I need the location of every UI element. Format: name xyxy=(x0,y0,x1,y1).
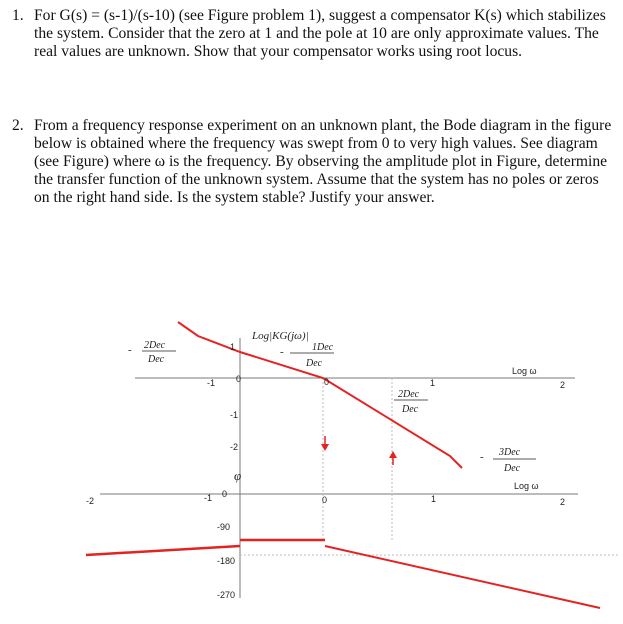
mag-x-tick-neg1: -1 xyxy=(207,378,216,388)
svg-text:Dec: Dec xyxy=(148,354,165,365)
phase-y-tick-neg90: -90 xyxy=(217,522,231,532)
svg-text:2Dec: 2Dec xyxy=(144,340,166,351)
arrow-down-icon xyxy=(321,436,329,451)
mag-y-tick-neg2: -2 xyxy=(230,442,239,452)
phase-segment-low xyxy=(86,546,240,555)
svg-text:-: - xyxy=(128,344,132,356)
mag-y-tick-1: 1 xyxy=(230,342,236,352)
magnitude-title: Log|KG(jω)| xyxy=(252,330,309,342)
svg-text:3Dec: 3Dec xyxy=(499,447,521,458)
phase-y-tick-0: 0 xyxy=(222,489,228,499)
mag-y-tick-0: 0 xyxy=(236,374,242,384)
svg-text:1Dec: 1Dec xyxy=(312,342,334,353)
svg-text:2Dec: 2Dec xyxy=(398,389,420,400)
phase-label: φ xyxy=(234,468,242,483)
slope-label-4 xyxy=(480,447,536,474)
slope-label-1 xyxy=(128,340,176,365)
phase-x-tick-neg2: -2 xyxy=(86,496,95,506)
mag-x-tick-1: 1 xyxy=(430,378,436,388)
problem-2-text: From a frequency response experiment on an unknown plant, the Bode diagram in the figure below is obtained where the frequency was swept from 0 to very high values. See diagram (see Figure) where ω is the frequency. By observing the amplitude plot in Figure, determine the transfer function of the unknown system. Assume that the system has no poles or zeros on the right hand side. Is the system stable? Justify your answer. xyxy=(34,117,612,206)
phase-y-tick-neg180: -180 xyxy=(217,556,236,566)
mag-x-tick-0: 0 xyxy=(324,377,330,387)
arrow-up-icon xyxy=(389,451,397,465)
mag-x-tick-2: 2 xyxy=(560,380,566,390)
phase-x-tick-neg1: -1 xyxy=(204,493,213,503)
phase-x-tick-0: 0 xyxy=(322,495,328,505)
svg-text:-: - xyxy=(480,451,484,463)
svg-text:Dec: Dec xyxy=(306,358,323,369)
magnitude-x-label: Log ω xyxy=(512,366,537,376)
problem-1-text: For G(s) = (s-1)/(s-10) (see Figure problem 1), suggest a compensator K(s) which stabilizes the system. Consider that the zero at 1 and the pole at 10 are only approximate values. The real values are unknown. Show that your compensator works using root locus. xyxy=(34,7,606,60)
phase-x-tick-1: 1 xyxy=(431,494,437,504)
svg-text:Dec: Dec xyxy=(504,463,521,474)
slope-label-2 xyxy=(280,342,334,369)
mag-y-tick-neg1: -1 xyxy=(230,410,239,420)
svg-text:-: - xyxy=(280,346,284,358)
phase-segment-drop xyxy=(325,546,600,608)
phase-x-tick-2: 2 xyxy=(560,497,566,507)
problem-2-number: 2. xyxy=(12,117,24,134)
problem-1-number: 1. xyxy=(12,7,24,24)
svg-text:Dec: Dec xyxy=(402,404,419,415)
phase-x-label: Log ω xyxy=(514,481,539,491)
phase-y-tick-neg270: -270 xyxy=(217,590,236,600)
slope-label-3 xyxy=(394,389,428,415)
